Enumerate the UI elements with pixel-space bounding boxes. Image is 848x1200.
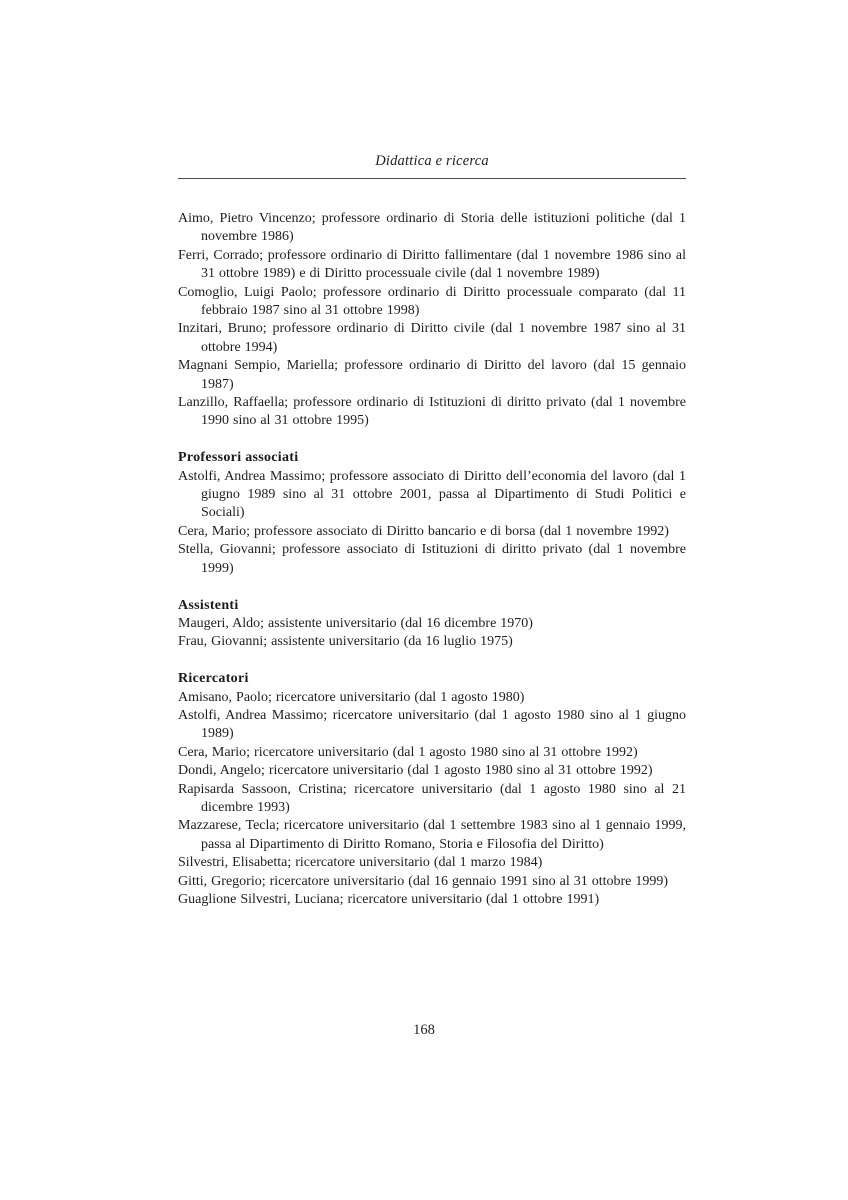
entry-paragraph: Inzitari, Bruno; professore ordinario di Diritto civile (dal 1 novembre 1987 sino al 31 ottobre 1994) — [178, 321, 686, 355]
entry-paragraph: Rapisarda Sassoon, Cristina; ricercatore universitario (dal 1 agosto 1980 sino al 21 dicembre 1993) — [178, 781, 686, 815]
entry-paragraph: Astolfi, Andrea Massimo; ricercatore universitario (dal 1 agosto 1980 sino al 1 giugno 1989) — [178, 707, 686, 742]
entry-paragraph: Stella, Giovanni; professore associato di Istituzioni di diritto privato (dal 1 novembre 1999) — [178, 542, 686, 576]
entry-paragraph: Maugeri, Aldo; assistente universitario (dal 16 dicembre 1970) — [178, 615, 533, 631]
entry-paragraph: Aimo, Pietro Vincenzo; professore ordinario di Storia delle istituzioni politiche (dal 1 novembre 1986) — [178, 211, 686, 245]
section-heading: Ricercatori — [178, 671, 249, 687]
entry-paragraph: Gitti, Gregorio; ricercatore universitario (dal 16 gennaio 1991 sino al 31 ottobre 1999) — [178, 873, 669, 889]
entry-paragraph: Cera, Mario; professore associato di Diritto bancario e di borsa (dal 1 novembre 1992) — [178, 523, 669, 539]
header-rule — [178, 178, 686, 179]
entry-paragraph: Amisano, Paolo; ricercatore universitario (dal 1 agosto 1980) — [178, 689, 525, 705]
page-number: 168 — [413, 1022, 435, 1038]
section-heading: Professori associati — [178, 450, 299, 466]
entry-paragraph: Frau, Giovanni; assistente universitario (da 16 luglio 1975) — [178, 634, 513, 650]
page-body — [178, 210, 686, 909]
entry-paragraph: Guaglione Silvestri, Luciana; ricercatore universitario (dal 1 ottobre 1991) — [178, 891, 600, 907]
entry-paragraph: Cera, Mario; ricercatore universitario (dal 1 agosto 1980 sino al 31 ottobre 1992) — [178, 744, 638, 760]
entry-paragraph: Dondi, Angelo; ricercatore universitario (dal 1 agosto 1980 sino al 31 ottobre 1992) — [178, 763, 653, 779]
entry-paragraph: Lanzillo, Raffaella; professore ordinario di Istituzioni di diritto privato (dal 1 novembre 1990 sino al 31 ottobre 1995) — [178, 395, 686, 429]
entry-paragraph: Astolfi, Andrea Massimo; professore associato di Diritto dell’economia del lavoro (dal 1 giugno 1989 sino al 31 ottobre 2001, passa al Dipartimento di Studi Politici e Sociali) — [178, 468, 686, 521]
entry-paragraph: Silvestri, Elisabetta; ricercatore universitario (dal 1 marzo 1984) — [178, 855, 543, 871]
section-heading: Assistenti — [178, 597, 239, 613]
entry-paragraph: Comoglio, Luigi Paolo; professore ordinario di Diritto processuale comparato (dal 11 febbraio 1987 sino al 31 ottobre 1998) — [178, 284, 686, 319]
entry-paragraph: Mazzarese, Tecla; ricercatore universitario (dal 1 settembre 1983 sino al 1 gennaio 1999, passa al Dipartimento di Diritto Romano, Storia e Filosofia del Diritto) — [178, 818, 686, 852]
entry-paragraph: Magnani Sempio, Mariella; professore ordinario di Diritto del lavoro (dal 15 gennaio 1987) — [178, 358, 686, 392]
entry-paragraph: Ferri, Corrado; professore ordinario di Diritto fallimentare (dal 1 novembre 1986 sino al 31 ottobre 1989) e di Diritto processuale civile (dal 1 novembre 1989) — [178, 247, 686, 282]
text-block — [178, 0, 686, 909]
running-head-title: Didattica e ricerca — [375, 153, 489, 169]
